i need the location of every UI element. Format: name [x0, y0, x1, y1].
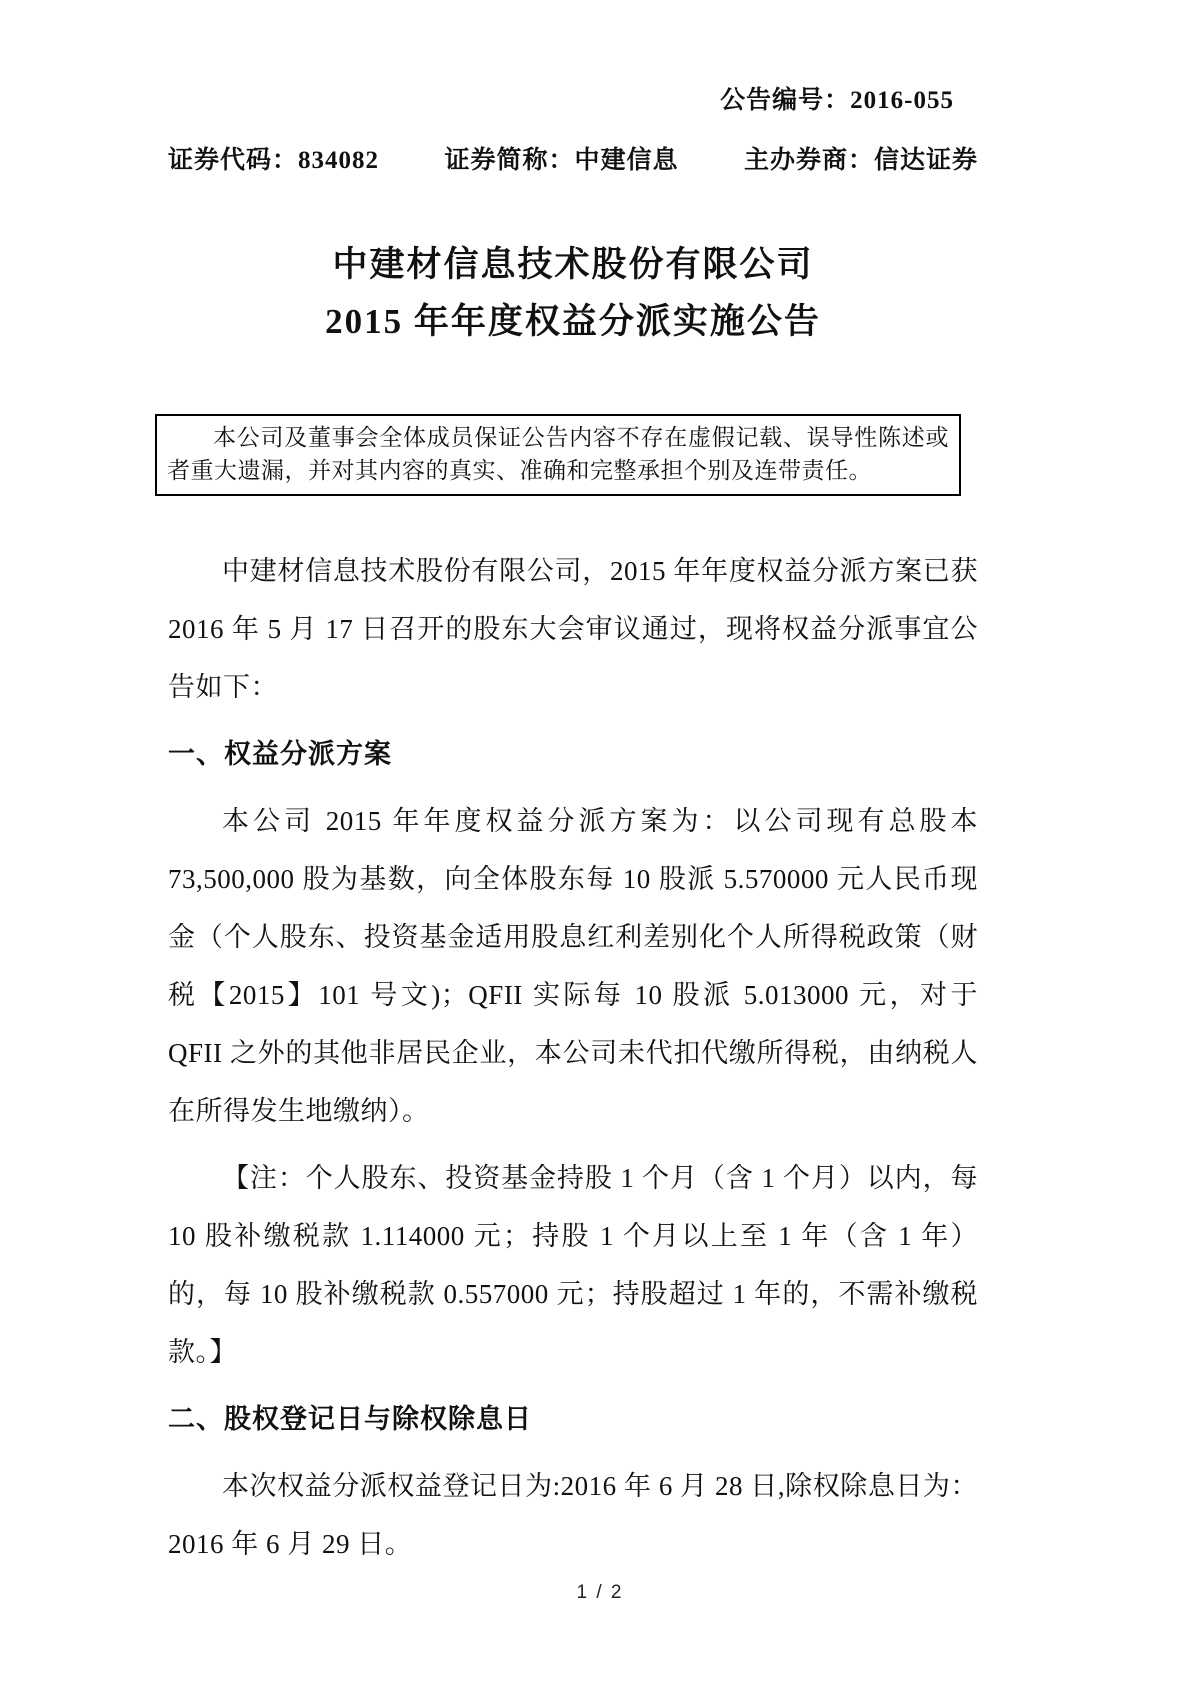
document-body [168, 542, 978, 1573]
page-number: 1 / 2 [576, 1582, 624, 1603]
securities-info-row [168, 140, 978, 176]
section-1-note: 【注：个人股东、投资基金持股 1 个月（含 1 个月）以内，每 10 股补缴税款 1.114000 元；持股 1 个月以上至 1 年（含 1 年）的，每 10 股补缴税款 0.557000 元；持股超过 1 年的，不需补缴税款。】 [168, 1163, 978, 1367]
announcement-number: 公告编号：2016-055 [720, 87, 954, 114]
section-2-paragraph: 本次权益分派权益登记日为:2016 年 6 月 28 日,除权除息日为：2016 年 6 月 29 日。 [168, 1471, 978, 1559]
intro-paragraph: 中建材信息技术股份有限公司，2015 年年度权益分派方案已获 2016 年 5 月 17 日召开的股东大会审议通过，现将权益分派事宜公告如下： [168, 556, 978, 702]
disclaimer-text: 本公司及董事会全体成员保证公告内容不存在虚假记载、误导性陈述或者重大遗漏，并对其内容的真实、准确和完整承担个别及连带责任。 [167, 425, 949, 483]
company-name-title: 中建材信息技术股份有限公司 [332, 245, 814, 284]
section-2-heading: 二、股权登记日与除权除息日 [168, 1404, 532, 1434]
announcement-subtitle: 2015 年年度权益分派实施公告 [325, 302, 821, 341]
sponsor-broker: 主办券商：信达证券 [743, 147, 978, 174]
section-1-heading: 一、权益分派方案 [168, 739, 392, 769]
document-title [168, 236, 978, 350]
disclaimer-box [155, 414, 961, 496]
stock-short-name: 证券简称：中建信息 [444, 147, 679, 174]
section-1-paragraph: 本公司 2015 年年度权益分派方案为：以公司现有总股本 73,500,000 股为基数，向全体股东每 10 股派 5.570000 元人民币现金（个人股东、投资基金适用股息红利差别化个人所得税政策（财税【2015】101 号文)；QFII 实际每 10 股派 5.013000 元，对于 QFII 之外的其他非居民企业，本公司未代扣代缴所得税，由纳税人在所得发生地缴纳）。 [168, 806, 978, 1126]
stock-code: 证券代码：834082 [168, 147, 380, 174]
